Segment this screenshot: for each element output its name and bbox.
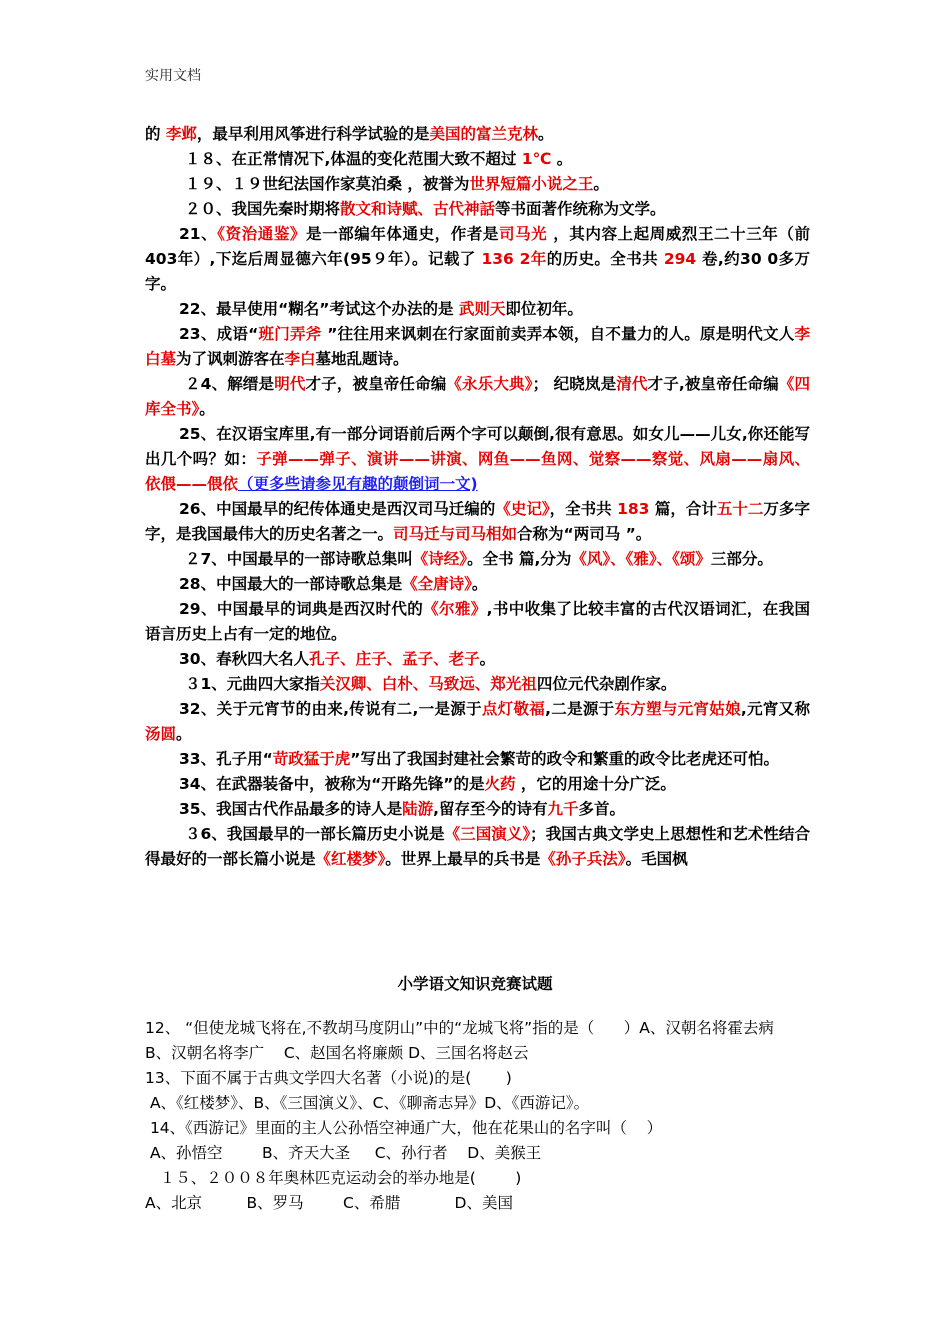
- paragraph-35: 35、我国古代作品最多的诗人是陆游,留存至今的诗有九千多首。: [179, 800, 626, 818]
- quiz-line: 12、 “但使龙城飞将在,不教胡马度阴山”中的“龙城飞将”指的是（ ）A、汉朝名将霍去病 B、汉朝名将李广 C、赵国名将廉颇 D、三国名将赵云: [145, 1019, 789, 1062]
- quiz-title: 小学语文知识竞赛试题: [397, 975, 553, 993]
- paragraph-27: ２7、中国最早的一部诗歌总集叫《诗经》。全书 篇,分为《风》、《雅》、《颂》三部分。: [185, 550, 773, 568]
- paragraph-30: 30、春秋四大名人孔子、庄子、孟子、老子。: [179, 650, 496, 668]
- paragraph-31: ３1、元曲四大家指关汉卿、白朴、马致远、郑光祖四位元代杂剧作家。: [185, 675, 677, 693]
- paragraph-24: ２4、解缙是明代才子，被皇帝任命编《永乐大典》； 纪晓岚是清代才子,被皇帝任命编《四库全书》。: [145, 375, 810, 418]
- quiz-line: A、北京 B、罗马 C、希腊 D、美国: [145, 1194, 513, 1212]
- paragraph-23: 23、成语“班门弄斧 ”往往用来讽刺在行家面前卖弄本领，自不量力的人。原是明代文人李白墓为了讽刺游客在李白墓地乱题诗。: [145, 325, 810, 368]
- paragraph-33: 33、孔子用“苛政猛于虎”写出了我国封建社会繁苛的政令和繁重的政令比老虎还可怕。: [179, 750, 779, 768]
- quiz-line: A、《红楼梦》、B、《三国演义》、C、《聊斋志异》D、《西游记》。: [145, 1094, 590, 1112]
- paragraph-25: 25、在汉语宝库里,有一部分词语前后两个字可以颠倒,很有意思。如女儿——儿女,你还能写出几个吗？如：子弹——弹子、演讲——讲演、网鱼——鱼网、觉察——察觉、风扇——扇风、依偎——偎依（更多些请参见有趣的颠倒词一文): [145, 425, 810, 493]
- paragraph-22: 22、最早使用“糊名”考试这个办法的是 武则天即位初年。: [179, 300, 583, 318]
- quiz-questions: [145, 1016, 810, 1216]
- quiz-line: 13、下面不属于古典文学四大名著（小说)的是( ): [145, 1069, 512, 1087]
- page-header-label: 实用文档: [145, 68, 201, 84]
- paragraph-18: １８、在正常情况下,体温的变化范围大致不超过 1℃ 。: [185, 150, 573, 168]
- paragraph-26: 26、中国最早的纪传体通史是西汉司马迁编的《史记》，全书共 183 篇，合计五十二万多字字，是我国最伟大的历史名著之一。司马迁与司马相如合称为“两司马 ”。: [145, 500, 810, 543]
- paragraph-20: ２０、我国先秦时期将散文和诗赋、古代神話等书面著作统称为文学。: [185, 200, 666, 218]
- paragraph-32: 32、关于元宵节的由来,传说有二,一是源于点灯敬福,二是源于东方塑与元宵姑娘,元宵又称 汤圆。: [145, 700, 810, 743]
- quiz-line: A、孙悟空 B、齐天大圣 C、孙行者 D、美猴王: [145, 1144, 542, 1162]
- quiz-line: 14、《西游记》里面的主人公孙悟空神通广大，他在花果山的名字叫（ ）: [145, 1119, 663, 1137]
- quiz-line: １５、２００８年奥林匹克运动会的举办地是( ): [145, 1169, 522, 1187]
- paragraph-34: 34、在武器装备中，被称为“开路先锋”的是火药 ，它的用途十分广泛。: [179, 775, 676, 793]
- paragraph-17: 的 李邺，最早利用风筝进行科学试验的是美国的富兰克林。: [145, 125, 554, 143]
- paragraph-29: 29、中国最早的词典是西汉时代的《尔雅》,书中收集了比较丰富的古代汉语词汇，在我国语言历史上占有一定的地位。: [145, 600, 810, 643]
- reversed-words-link[interactable]: （更多些请参见有趣的颠倒词一文): [238, 475, 478, 493]
- paragraph-21: 21、《资治通鉴》是一部编年体通史，作者是司马光 ，其内容上起周威烈王二十三年（前403年）,下迄后周显德六年(95９年）。记载了 136 2年的历史。全书共 294 卷,约30 0多万字。: [145, 225, 811, 293]
- paragraph-28: 28、中国最大的一部诗歌总集是《全唐诗》。: [179, 575, 488, 593]
- knowledge-list: [145, 122, 810, 872]
- paragraph-19: １９、１９世纪法国作家莫泊桑 ，被誉为世界短篇小说之王。: [185, 175, 609, 193]
- paragraph-36: ３6、我国最早的一部长篇历史小说是《三国演义》；我国古典文学史上思想性和艺术性结合得最好的一部长篇小说是《红楼梦》。世界上最早的兵书是《孙子兵法》。毛国枫: [145, 825, 810, 868]
